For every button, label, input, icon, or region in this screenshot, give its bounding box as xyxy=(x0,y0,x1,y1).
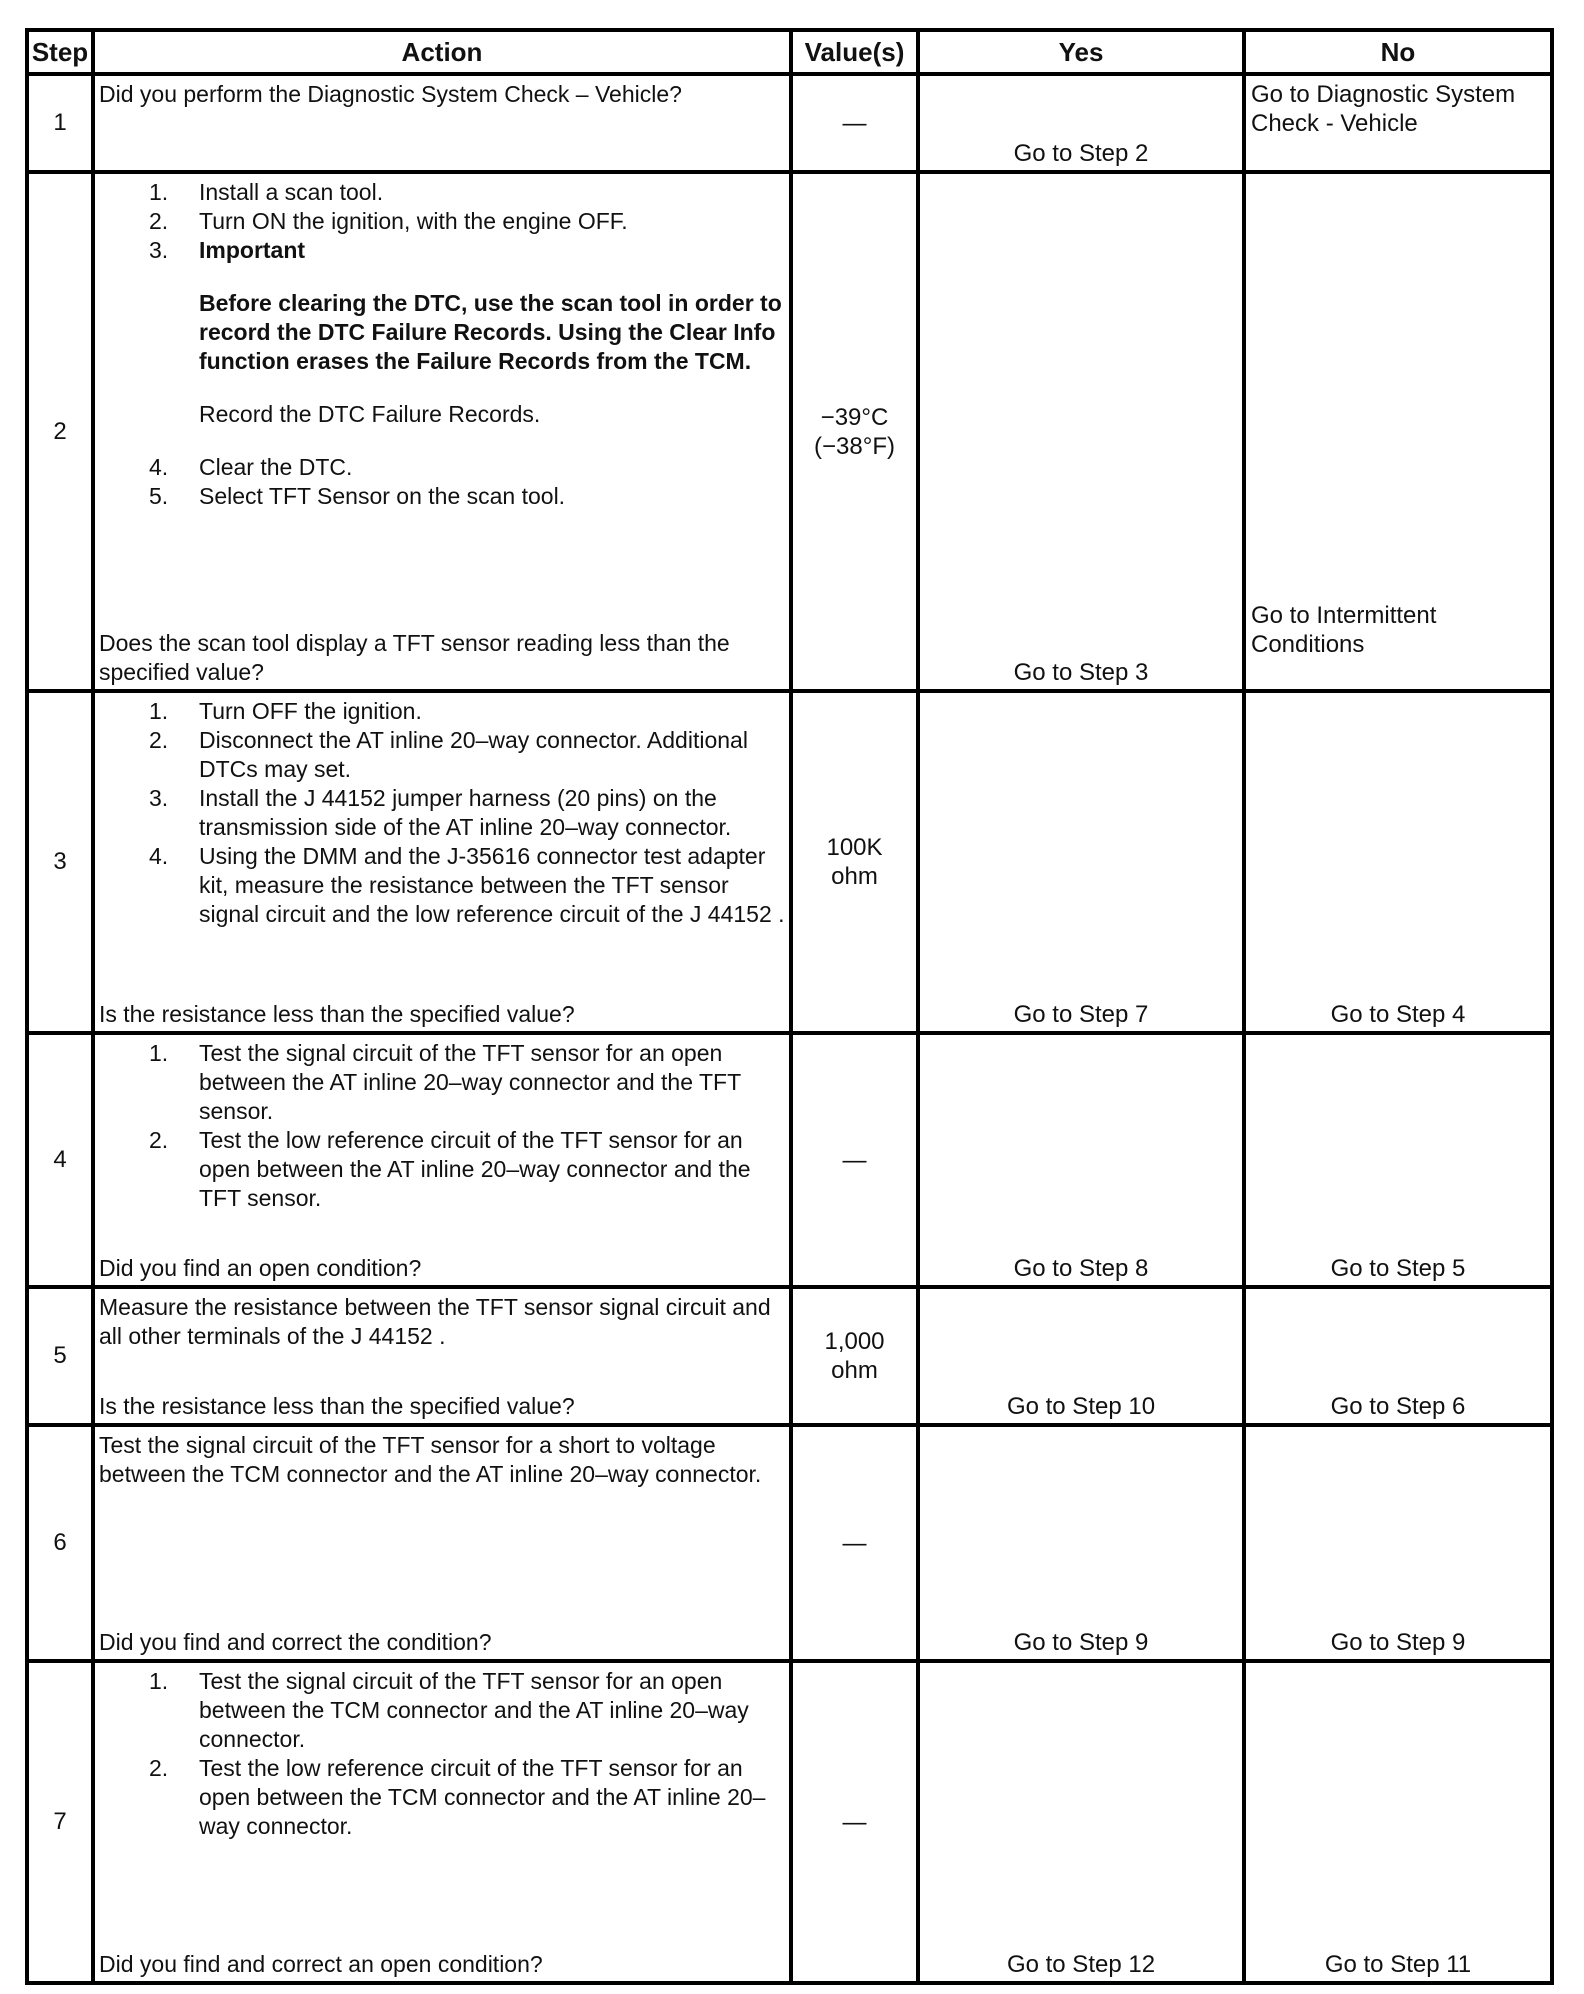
list-item: 2. Test the low reference circuit of the TFT sensor for an open between the AT inline 20–way connector and the TFT sensor. xyxy=(149,1127,751,1211)
procedure-list xyxy=(99,1039,785,1213)
list-item: 1. Turn OFF the ignition. xyxy=(149,698,422,724)
table-row xyxy=(27,1425,1552,1661)
header-row xyxy=(27,30,1552,74)
yes-cell xyxy=(918,691,1244,1033)
important-note: Before clearing the DTC, use the scan tool in order to record the DTC Failure Records. Using the Clear Info function erases the Failure Records from the TCM. xyxy=(199,290,782,374)
important-label: Important xyxy=(199,237,306,263)
question-text: Is the resistance less than the specified value? xyxy=(99,1001,575,1027)
yes-result: Go to Step 12 xyxy=(1006,1951,1156,1978)
action-text: Test the signal circuit of the TFT sensor for a short to voltage between the TCM connector and the AT inline 20–way connector. xyxy=(99,1432,762,1487)
procedure-list xyxy=(99,1667,785,1841)
yes-cell xyxy=(918,1661,1244,1983)
value-line: −39°C xyxy=(820,403,889,431)
value-cell: — xyxy=(791,1425,918,1661)
no-result: Go to Step 6 xyxy=(1330,1393,1466,1420)
header-action: Action xyxy=(93,30,791,74)
list-item: 4. Clear the DTC. xyxy=(149,454,353,480)
header-step: Step xyxy=(27,30,93,74)
value-line: ohm xyxy=(831,1357,878,1384)
no-cell xyxy=(1244,1287,1552,1425)
no-result: Go to Step 5 xyxy=(1330,1255,1466,1282)
action-cell xyxy=(93,1425,791,1661)
step-number: 7 xyxy=(27,1661,93,1983)
list-item: 3. Important Before clearing the DTC, use the scan tool in order to record the DTC Failure Records. Using the Clear Info function erases the Failure Records from the TCM. Record the DTC Failure Records. xyxy=(99,236,785,453)
value-cell xyxy=(791,691,918,1033)
value-line: ohm xyxy=(831,863,878,890)
list-item: 2. Test the low reference circuit of the TFT sensor for an open between the TCM connector and the AT inline 20–way connector. xyxy=(149,1755,766,1839)
no-cell xyxy=(1244,1425,1552,1661)
yes-cell xyxy=(918,172,1244,691)
no-result: Go to Step 9 xyxy=(1330,1629,1466,1656)
table-row xyxy=(27,1287,1552,1425)
list-item: 2. Turn ON the ignition, with the engine OFF. xyxy=(149,208,628,234)
yes-cell xyxy=(918,1425,1244,1661)
action-text: Measure the resistance between the TFT sensor signal circuit and all other terminals of the J 44152 . xyxy=(99,1294,771,1349)
yes-cell xyxy=(918,74,1244,172)
value-cell: — xyxy=(791,74,918,172)
step-number: 2 xyxy=(27,172,93,691)
yes-cell xyxy=(918,1033,1244,1287)
list-item: 2. Disconnect the AT inline 20–way connector. Additional DTCs may set. xyxy=(149,727,748,782)
step-number: 5 xyxy=(27,1287,93,1425)
action-cell xyxy=(93,1033,791,1287)
header-yes: Yes xyxy=(918,30,1244,74)
list-item: 1. Install a scan tool. xyxy=(149,179,384,205)
no-result: Go to Intermittent Conditions xyxy=(1251,602,1437,658)
list-item: 1. Test the signal circuit of the TFT sensor for an open between the AT inline 20–way connector and the TFT sensor. xyxy=(149,1040,741,1124)
yes-result: Go to Step 8 xyxy=(1013,1255,1149,1282)
procedure-list xyxy=(99,697,785,929)
list-item: 1. Test the signal circuit of the TFT sensor for an open between the TCM connector and the AT inline 20–way connector. xyxy=(149,1668,749,1752)
action-cell xyxy=(93,74,791,172)
yes-result: Go to Step 3 xyxy=(1013,659,1149,686)
value-cell: — xyxy=(791,1033,918,1287)
yes-result: Go to Step 10 xyxy=(1006,1393,1156,1420)
no-cell xyxy=(1244,691,1552,1033)
action-cell xyxy=(93,1287,791,1425)
header-no: No xyxy=(1244,30,1552,74)
no-result: Go to Diagnostic System Check - Vehicle xyxy=(1251,81,1516,137)
diagnostic-table xyxy=(25,28,1554,1985)
yes-cell xyxy=(918,1287,1244,1425)
question-text: Is the resistance less than the specified value? xyxy=(99,1393,575,1419)
step-number: 3 xyxy=(27,691,93,1033)
value-cell xyxy=(791,1287,918,1425)
action-cell xyxy=(93,691,791,1033)
no-result: Go to Step 11 xyxy=(1324,1951,1472,1978)
table-row xyxy=(27,1033,1552,1287)
procedure-list xyxy=(99,178,785,511)
question-text: Did you find and correct the condition? xyxy=(99,1629,492,1655)
value-line: (−38°F) xyxy=(814,432,895,460)
step-number: 6 xyxy=(27,1425,93,1661)
value-line: 1,000 xyxy=(824,1328,885,1355)
list-item: 5. Select TFT Sensor on the scan tool. xyxy=(149,483,566,509)
step-number: 1 xyxy=(27,74,93,172)
no-cell xyxy=(1244,1033,1552,1287)
question-text: Did you find and correct an open condition? xyxy=(99,1951,543,1977)
record-note: Record the DTC Failure Records. xyxy=(199,401,541,427)
no-result: Go to Step 4 xyxy=(1330,1001,1466,1028)
list-item: 3. Install the J 44152 jumper harness (20 pins) on the transmission side of the AT inline 20–way connector. xyxy=(149,785,732,840)
yes-result: Go to Step 7 xyxy=(1013,1001,1149,1028)
table-row xyxy=(27,1661,1552,1983)
header-values: Value(s) xyxy=(791,30,918,74)
yes-result: Go to Step 2 xyxy=(1013,140,1149,167)
action-cell xyxy=(93,1661,791,1983)
table-row xyxy=(27,74,1552,172)
list-item: 4. Using the DMM and the J-35616 connector test adapter kit, measure the resistance between the TFT sensor signal circuit and the low reference circuit of the J 44152 . xyxy=(149,843,785,927)
step-number: 4 xyxy=(27,1033,93,1287)
no-cell xyxy=(1244,172,1552,691)
question-text: Does the scan tool display a TFT sensor reading less than the specified value? xyxy=(99,630,730,685)
no-cell xyxy=(1244,1661,1552,1983)
question-text: Did you find an open condition? xyxy=(99,1255,422,1281)
no-cell xyxy=(1244,74,1552,172)
value-line: 100K xyxy=(826,834,883,861)
yes-result: Go to Step 9 xyxy=(1013,1629,1149,1656)
table-row xyxy=(27,691,1552,1033)
action-text: Did you perform the Diagnostic System Check – Vehicle? xyxy=(99,81,682,107)
action-cell xyxy=(93,172,791,691)
value-cell: — xyxy=(791,1661,918,1983)
value-cell xyxy=(791,172,918,691)
table-row xyxy=(27,172,1552,691)
